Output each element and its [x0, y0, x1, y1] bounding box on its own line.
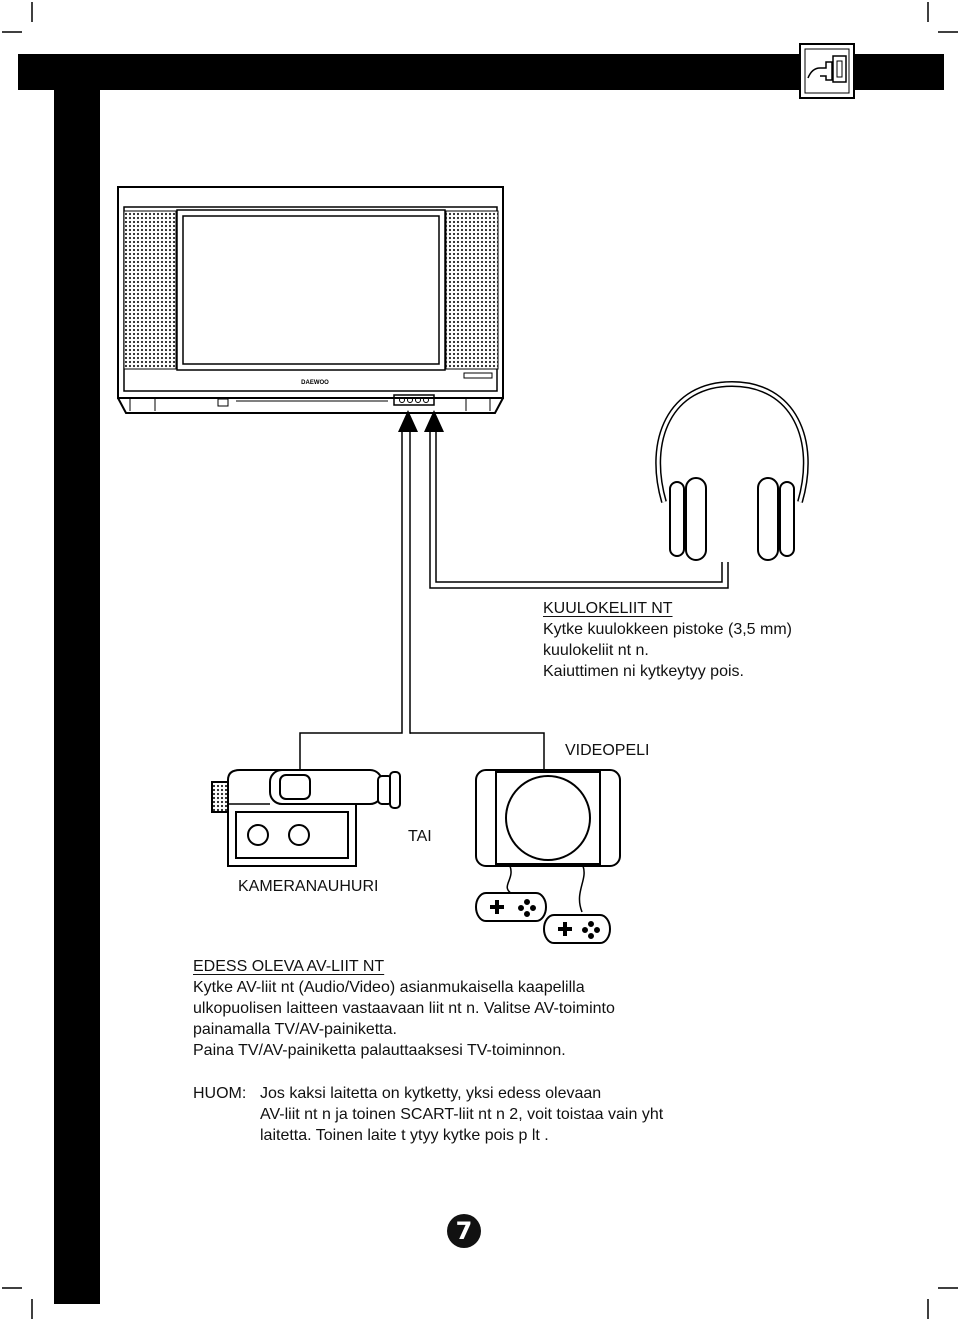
note-label: HUOM: [193, 1085, 247, 1102]
headphones-line: Kaiuttimen ni kytkeytyy pois. [543, 663, 744, 680]
front-av-line: Kytke AV-liit nt (Audio/Video) asianmukaisella kaapelilla [193, 979, 585, 996]
front-av-line: painamalla TV/AV-painiketta. [193, 1021, 397, 1038]
note-line: laitetta. Toinen laite t ytyy kytke pois p lt . [260, 1127, 549, 1144]
or-label: TAI [408, 828, 432, 845]
front-av-line: ulkopuolisen laitteen vastaavaan liit nt n. Valitse AV-toiminto [193, 1000, 615, 1017]
headphones-line: Kytke kuulokkeen pistoke (3,5 mm) [543, 621, 792, 638]
page-number: 7 [447, 1214, 481, 1248]
note-line: AV-liit nt n ja toinen SCART-liit nt n 2, voit toistaa vain yht [260, 1106, 664, 1123]
camcorder-label: KAMERANAUHURI [238, 878, 379, 895]
game-label: VIDEOPELI [565, 742, 650, 759]
headphones-title: KUULOKELIIT NT [543, 600, 673, 617]
camcorder-icon [212, 770, 400, 866]
front-av-line: Paina TV/AV-painiketta palauttaaksesi TV-toiminnon. [193, 1042, 566, 1059]
note-line: Jos kaksi laitetta on kytketty, yksi edess olevaan [260, 1085, 602, 1102]
tv-brand: DAEWOO [301, 380, 329, 386]
headphones-icon [658, 384, 806, 560]
game-console-icon [476, 770, 620, 912]
headphones-line: kuulokeliit nt n. [543, 642, 649, 659]
left-bar [54, 54, 100, 1304]
gamepad-icon [544, 915, 610, 943]
socket-icon [800, 44, 854, 98]
front-av-title: EDESS OLEVA AV-LIIT NT [193, 958, 385, 975]
gamepad-icon [476, 893, 546, 921]
